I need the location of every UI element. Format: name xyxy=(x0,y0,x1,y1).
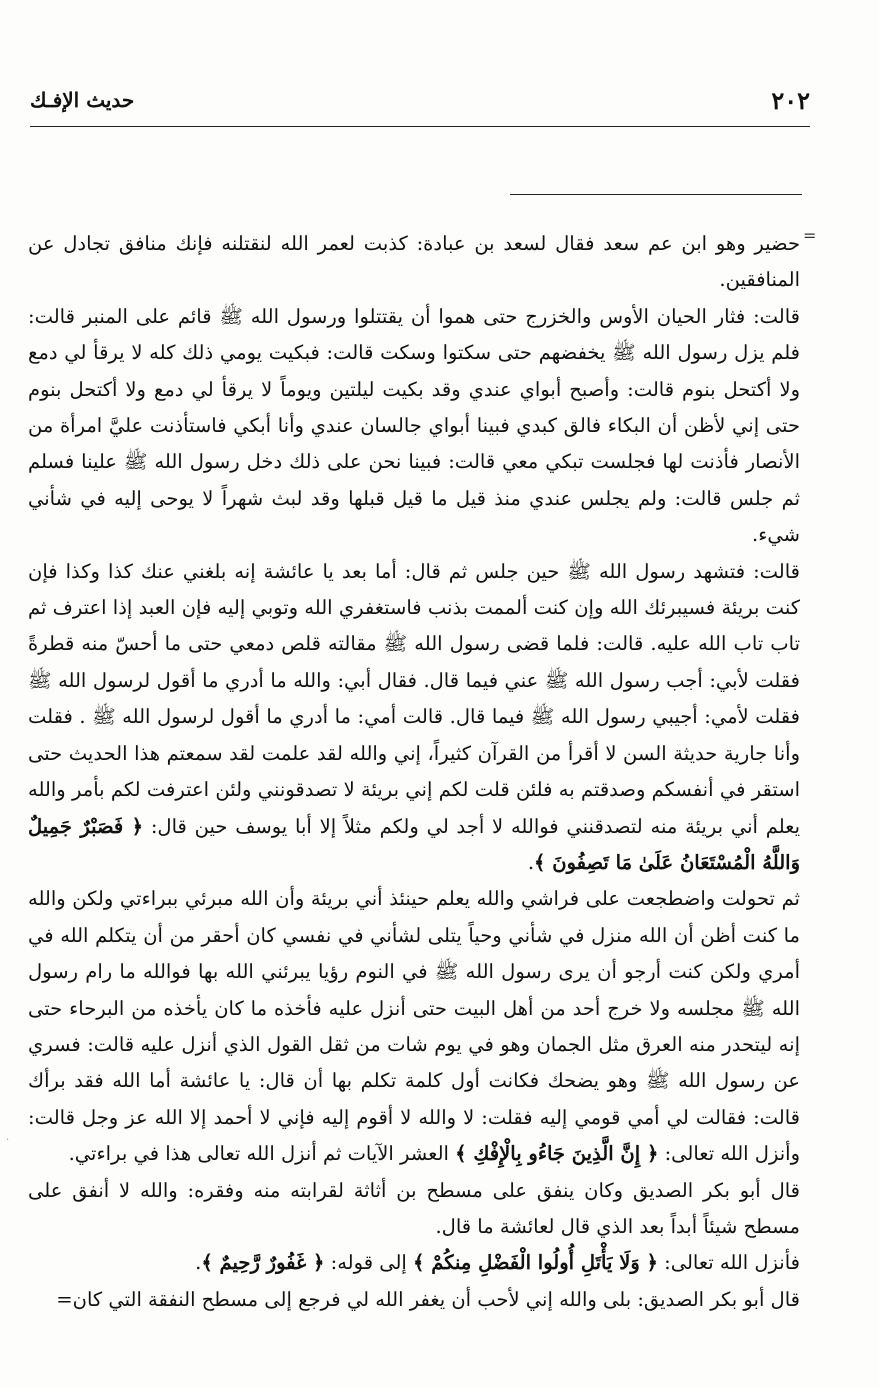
quran-verse-2: ﴿ غَفُورٌ رَّحِيمٌ ﴾ xyxy=(201,1251,325,1275)
paragraph-connector: إلى قوله: xyxy=(330,1251,407,1275)
paragraph-text: حضير وهو ابن عم سعد فقال لسعد بن عبادة: كذبت لعمر الله لنقتلنه فإنك منافق تجادل عن المنافقين. xyxy=(28,232,800,292)
header-rule xyxy=(30,126,810,127)
paragraph-4 xyxy=(28,881,800,1172)
quran-verse: ﴿ وَلَا يَأْتَلِ أُولُوا الْفَضْلِ مِنكُمْ ﴾ xyxy=(413,1251,658,1275)
quran-verse: ﴿ إِنَّ الَّذِينَ جَاءُو بِالْإِفْكِ ﴾ xyxy=(455,1142,659,1166)
paragraph-text: قال أبو بكر الصديق: بلى والله إني لأحب أن يغفر الله لي فرجع إلى مسطح النفقة التي كان= xyxy=(56,1287,800,1311)
page-header xyxy=(30,86,810,126)
paragraph-text: قالت: فثار الحيان الأوس والخزرج حتى هموا أن يقتتلوا ورسول الله ﷺ قائم على المنبر قالت: فلم يزل رسول الله ﷺ يخفضهم حتى سكتوا وسكت قالت: فبكيت يومي ذلك كله لا يرقأ لي دمع ولا أكتحل بنوم قالت: وأصبح أبواي عندي وقد بكيت ليلتين ويوماً لا يرقأ لي دمع ولا أكتحل بنوم حتى إني لأظن أن البكاء فالق كبدي فبينا أبواي جالسان عندي وأنا أبكي فاستأذنت عليَّ امرأة من الأنصار فأذنت لها فجلست تبكي معي قالت: فبينا نحن على ذلك دخل رسول الله ﷺ علينا فسلم ثم جلس قالت: ولم يجلس عندي منذ قيل ما قيل قبلها وقد لبث شهراً لا يوحى إليه في شأني شيء. xyxy=(28,304,800,547)
margin-mark: · xyxy=(6,1135,10,1146)
paragraph-text: قال أبو بكر الصديق وكان ينفق على مسطح بن أثاثة لقرابته منه وفقره: والله لا أنفق على مسطح شيئاً أبداً بعد الذي قال لعائشة ما قال. xyxy=(28,1178,800,1238)
paragraph-6 xyxy=(28,1245,800,1281)
body-text xyxy=(28,226,800,1318)
paragraph-2 xyxy=(28,299,800,554)
footnote-separator xyxy=(510,194,802,195)
running-title: حديث الإفـك xyxy=(30,88,135,112)
footnote-continuation-marker: = xyxy=(803,226,817,245)
quran-verse: ﴿ فَصَبْرٌ جَمِيلٌ وَاللَّهُ الْمُسْتَعَانُ عَلَىٰ مَا تَصِفُونَ ﴾ xyxy=(28,814,800,874)
paragraph-3 xyxy=(28,554,800,882)
paragraph-text: فأنزل الله تعالى: xyxy=(664,1251,800,1275)
paragraph-7 xyxy=(28,1282,800,1318)
paragraph-text: قالت: فتشهد رسول الله ﷺ حين جلس ثم قال: أما بعد يا عائشة إنه بلغني عنك كذا وكذا فإن كنت بريئة فسيبرئك الله وإن كنت ألممت بذنب فاستغفري الله وتوبي إليه فإن العبد إذا اعترف ثم تاب تاب الله عليه. قالت: فلما قضى رسول الله ﷺ مقالته قلص دمعي حتى ما أحسّ منه قطرةً فقلت لأبي: أجب رسول الله ﷺ عني فيما قال. فقال أبي: والله ما أدري ما أقول لرسول الله ﷺ فقلت لأمي: أجيبي رسول الله ﷺ فيما قال. قالت أمي: ما أدري ما أقول لرسول الله ﷺ . فقلت وأنا جارية حديثة السن لا أقرأ من القرآن كثيراً، إني والله لقد علمت لقد سمعتم هذا الحديث حتى استقر في أنفسكم وصدقتم به فلئن قلت لكم إني بريئة لا تصدقونني ولئن اعترفت لكم بأمر والله يعلم أني بريئة منه لتصدقنني فوالله لا أجد لي ولكم مثلاً إلا أبا يوسف حين قال: xyxy=(28,559,800,838)
paragraph-text: ثم تحولت واضطجعت على فراشي والله يعلم حينئذ أني بريئة وأن الله مبرئي ببراءتي ولكن والله ما كنت أظن أن الله منزل في شأني وحياً يتلى لشأني في نفسي كان أحقر من أن يتكلم الله في أمري ولكن كنت أرجو أن يرى رسول الله ﷺ في النوم رؤيا يبرئني الله بها فوالله ما رام رسول الله ﷺ مجلسه ولا خرج أحد من أهل البيت حتى أنزل عليه فأخذه ما كان يأخذه من البرحاء حتى إنه ليتحدر منه العرق مثل الجمان وهو في يوم شات من ثقل القول الذي أنزل عليه قالت: فسري عن رسول الله ﷺ وهو يضحك فكانت أول كلمة تكلم بها أن قال: يا عائشة أما الله فقد برأك قالت: فقالت لي أمي قومي إليه فقلت: لا والله لا أقوم إليه فإني لا أحمد إلا الله عز وجل قالت: وأنزل الله تعالى: xyxy=(28,887,800,1166)
paragraph-tail: العشر الآيات ثم أنزل الله تعالى هذا في براءتي. xyxy=(68,1142,449,1166)
page-number: ٢٠٢ xyxy=(771,86,810,115)
paragraph-5 xyxy=(28,1173,800,1246)
paragraph-tail: . xyxy=(527,850,535,874)
paragraph-1 xyxy=(28,226,800,299)
paragraph-tail: . xyxy=(195,1251,202,1275)
